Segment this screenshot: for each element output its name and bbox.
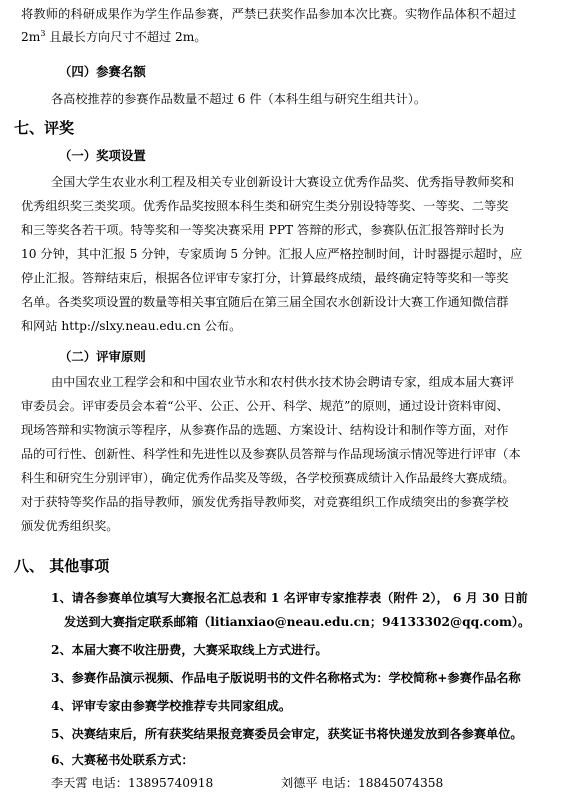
paragraph-line: 和三等奖各若干项。特等奖和一等奖决赛采用 PPT 答辩的形式，参赛队伍汇报答辩时长为: [21, 223, 505, 237]
paragraph-line: 10 分钟，其中汇报 5 分钟，专家质询 5 分钟。汇报人应严格控制时间，计时器提示超时，应: [21, 247, 523, 261]
paragraph-line: 停止汇报。答辩结束后，根据各位评审专家打分，计算最终成绩，最终确定特等奖和一等奖: [21, 271, 509, 285]
section-heading: （四）参赛名额: [59, 64, 146, 79]
paragraph-line: 全国大学生农业水利工程及相关专业创新设计大赛设立优秀作品奖、优秀指导教师奖和: [51, 175, 515, 189]
paragraph-line: 颁发优秀组织奖。: [21, 519, 119, 533]
section-heading: （二）评审原则: [59, 349, 146, 364]
list-item: 4、评审专家由参赛学校推荐专共同家组成。: [51, 699, 292, 713]
chapter-heading: 七、评奖: [14, 119, 75, 137]
section-heading: （一）奖项设置: [59, 148, 146, 163]
paragraph-line: 和网站 http://slxy.neau.edu.cn 公布。: [21, 319, 242, 333]
paragraph-line: [21, 29, 207, 45]
paragraph-line: 名单。各类奖项设置的数量等相关事宜随后在第三届全国农水创新设计大赛工作通知微信群: [21, 295, 509, 309]
superscript: 3: [40, 29, 46, 38]
chapter-heading: 八、 其他事项: [14, 557, 110, 575]
contact-entry: 李天霄 电话：13895740918: [51, 776, 214, 790]
contact-entry: 刘德平 电话：18845074358: [281, 776, 444, 790]
list-item: 2、本届大赛不收注册费，大赛采取线上方式进行。: [51, 643, 328, 657]
paragraph-line: 对于获特等奖作品的指导教师，颁发优秀指导教师奖，对竞赛组织工作成绩突出的参赛学校: [21, 495, 509, 509]
list-item-continuation: 发送到大赛指定联系邮箱（litianxiao@neau.edu.cn；94133302@qq.com）。: [64, 615, 531, 629]
text-run: 且最长方向尺寸不超过 2m。: [45, 30, 207, 44]
paragraph-line: 审委员会。评审委员会本着“公平、公正、公开、科学、规范”的原则，通过设计资料审阅、: [21, 399, 509, 413]
list-item: 5、决赛结束后，所有获奖结果报竞赛委员会审定，获奖证书将快递发放到各参赛单位。: [51, 727, 523, 741]
list-item: 1、请各参赛单位填写大赛报名汇总表和 1 名评审专家推荐表（附件 2）， 6 月 30 日前: [51, 591, 528, 605]
paragraph-line: 将教师的科研成果作为学生作品参赛，严禁已获奖作品参加本次比赛。实物作品体积不超过: [21, 7, 517, 21]
paragraph-line: 现场答辩和实物演示等程序，从参赛作品的选题、方案设计、结构设计和制作等方面，对作: [21, 423, 509, 437]
paragraph-line: 品的可行性、创新性、科学性和先进性以及参赛队员答辩与作品现场演示情况等进行评审（本: [21, 447, 521, 461]
text-run: 2m: [21, 30, 41, 44]
paragraph-line: 优秀组织奖三类奖项。优秀作品奖按照本科生类和研究生类分别设特等奖、一等奖、二等奖: [21, 199, 509, 213]
paragraph-line: 科生和研究生分别评审），确定优秀作品奖及等级，各学校预赛成绩计入作品最终大赛成绩。: [21, 471, 515, 485]
list-item: 6、大赛秘书处联系方式：: [51, 753, 194, 767]
paragraph-line: 各高校推荐的参赛作品数量不超过 6 件（本科生组与研究生组共计）。: [51, 92, 427, 106]
list-item: 3、参赛作品演示视频、作品电子版说明书的文件名称格式为：学校简称+参赛作品名称: [51, 671, 521, 685]
paragraph-line: 由中国农业工程学会和和中国农业节水和农村供水技术协会聘请专家，组成本届大赛评: [51, 375, 515, 389]
